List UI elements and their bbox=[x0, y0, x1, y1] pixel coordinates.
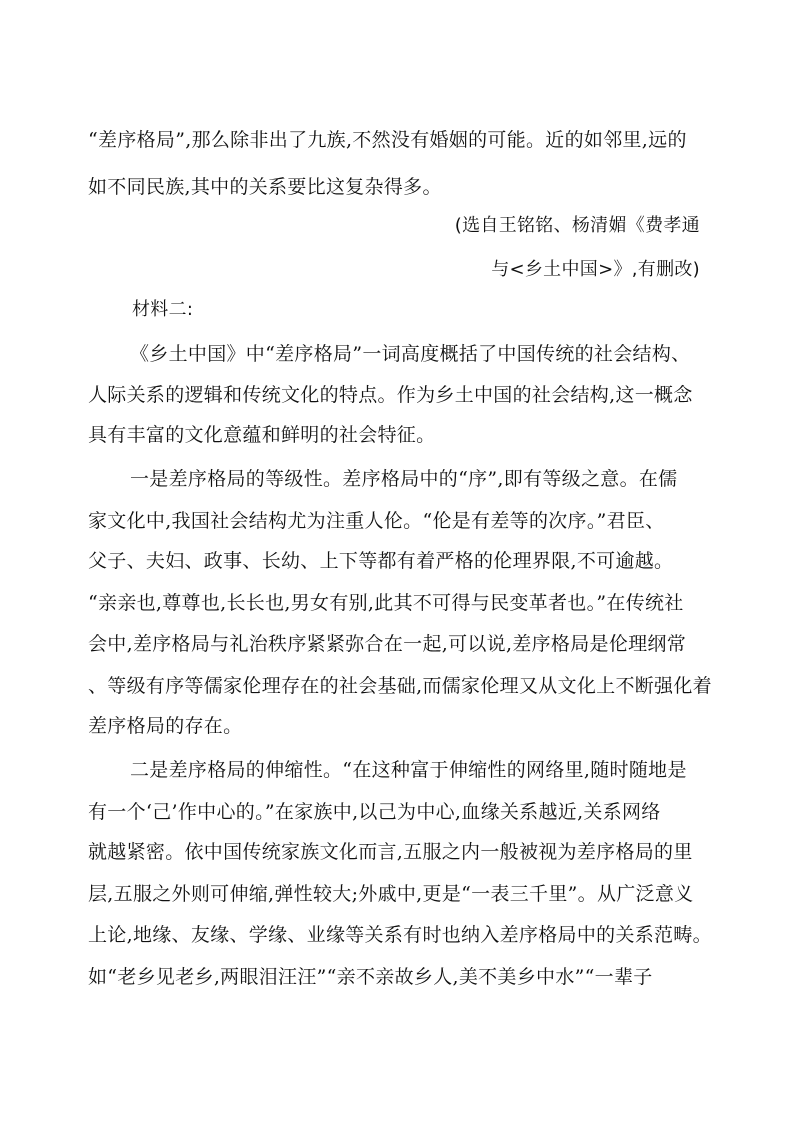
text-line: 、等级有序等儒家伦理存在的社会基础,而儒家伦理又从文化上不断强化着 bbox=[88, 675, 712, 697]
text-line: 就越紧密。依中国传统家族文化而言,五服之内一般被视为差序格局的里 bbox=[88, 841, 693, 863]
text-line: 会中,差序格局与礼治秩序紧紧弥合在一起,可以说,差序格局是伦理纲常 bbox=[88, 633, 687, 655]
section-heading: 材料二: bbox=[132, 299, 194, 320]
text-line: 二是差序格局的伸缩性。“在这种富于伸缩性的网络里,随时随地是 bbox=[130, 759, 687, 781]
text-line: 人际关系的逻辑和传统文化的特点。作为乡土中国的社会结构,这一概念 bbox=[88, 384, 693, 406]
text-line: 层,五服之外则可伸缩,弹性较大;外戚中,更是“一表三千里”。从广泛意义 bbox=[88, 883, 694, 905]
text-line: 上论,地缘、友缘、学缘、业缘等关系有时也纳入差序格局中的关系范畴。 bbox=[88, 924, 712, 946]
text-line: 一是差序格局的等级性。差序格局中的“序”,即有等级之意。在儒 bbox=[130, 468, 678, 490]
source-citation-line: (选自王铭铭、杨清媚《费孝通 bbox=[454, 215, 700, 236]
text-line: 差序格局的存在。 bbox=[88, 715, 243, 737]
text-line: 如不同民族,其中的关系要比这复杂得多。 bbox=[88, 176, 442, 198]
source-citation-line: 与<乡土中国>》,有删改) bbox=[491, 259, 700, 280]
text-line: “差序格局”,那么除非出了九族,不然没有婚姻的可能。近的如邻里,远的 bbox=[88, 129, 687, 151]
text-line: 如“老乡见老乡,两眼泪汪汪”“亲不亲故乡人,美不美乡中水”“一辈子 bbox=[88, 966, 653, 988]
text-line: 具有丰富的文化意蕴和鲜明的社会特征。 bbox=[88, 424, 436, 446]
text-line: 父子、夫妇、政事、长幼、上下等都有着严格的伦理界限,不可逾越。 bbox=[88, 550, 674, 572]
text-line: 家文化中,我国社会结构尤为注重人伦。“伦是有差等的次序。”君臣、 bbox=[88, 510, 665, 532]
text-line: 有一个‘己’作中心的。”在家族中,以己为中心,血缘关系越近,关系网络 bbox=[88, 801, 661, 823]
text-line: “亲亲也,尊尊也,长长也,男女有别,此其不可得与民变革者也。”在传统社 bbox=[88, 592, 684, 614]
text-line: 《乡土中国》中“差序格局”一词高度概括了中国传统的社会结构、 bbox=[130, 343, 691, 365]
